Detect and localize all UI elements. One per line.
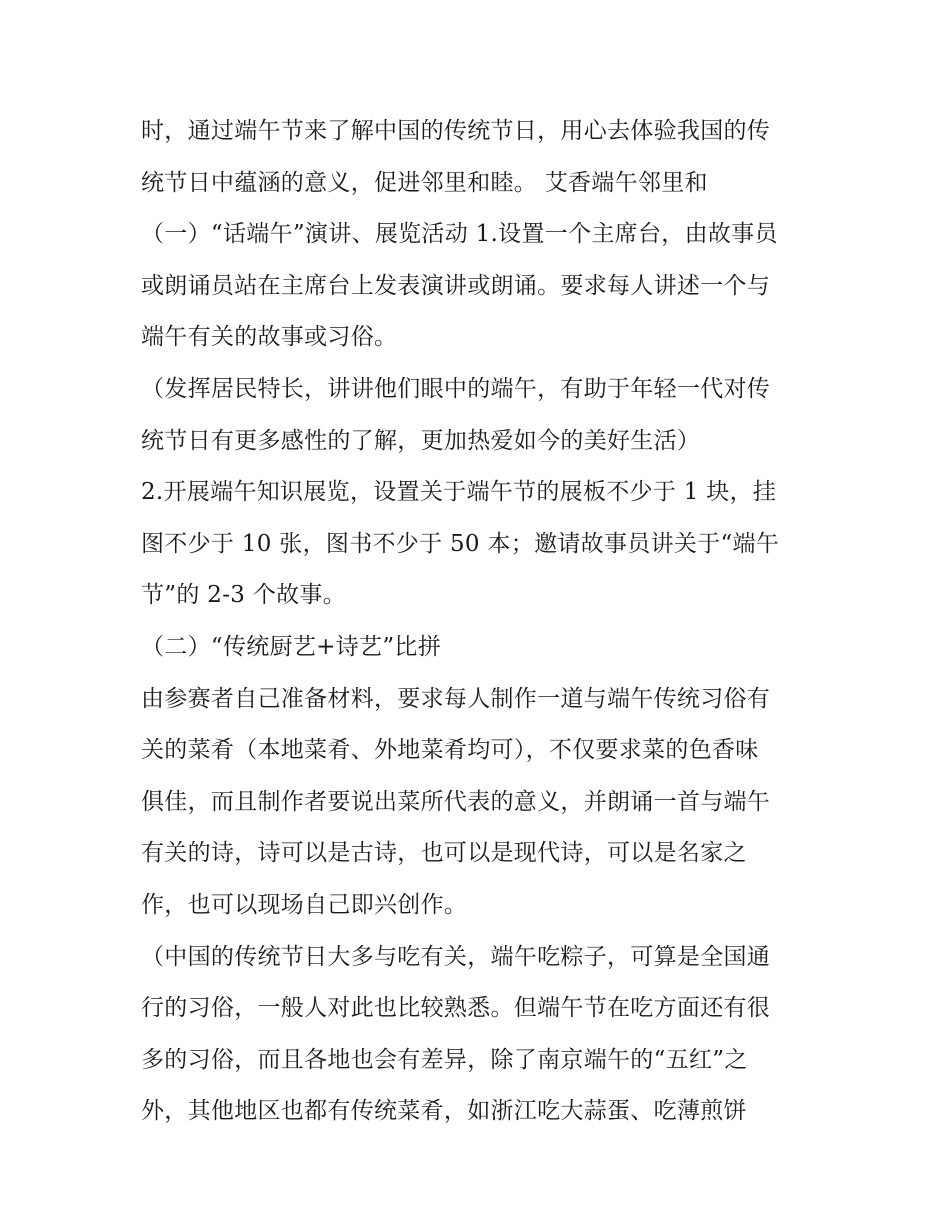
- text-line: 节”的 2-3 个故事。: [141, 582, 347, 609]
- text-line: （中国的传统节日大多与吃有关，端午吃粽子，可算是全国通: [141, 943, 771, 970]
- text-line: 时，通过端午节来了解中国的传统节日，用心去体验我国的传: [141, 118, 771, 144]
- text-line: 端午有关的故事或习俗。: [141, 324, 398, 351]
- section-heading-line: （二）“传统厨艺+诗艺”比拼: [141, 633, 441, 660]
- text-line: 统节日中蕴涵的意义，促进邻里和睦。 艾香端午邻里和: [141, 169, 708, 196]
- text-line: 外，其他地区也都有传统菜肴，如浙江吃大蒜蛋、吃薄煎饼: [141, 1098, 747, 1125]
- text-line: 有关的诗，诗可以是古诗，也可以是现代诗，可以是名家之: [141, 840, 747, 867]
- text-line: 作，也可以现场自己即兴创作。: [141, 891, 468, 918]
- section-heading-line: （一）“话端午”演讲、展览活动 1.设置一个主席台，由故事员: [141, 221, 778, 248]
- text-line: 俱佳，而且制作者要说出菜所代表的意义，并朗诵一首与端午: [141, 788, 771, 815]
- text-line: 图不少于 10 张，图书不少于 50 本；邀请故事员讲关于“端午: [141, 530, 780, 557]
- text-line: 统节日有更多感性的了解，更加热爱如今的美好生活）: [141, 427, 701, 454]
- text-line: （发挥居民特长，讲讲他们眼中的端午，有助于年轻一代对传: [141, 375, 771, 402]
- text-line: 由参赛者自己准备材料，要求每人制作一道与端午传统习俗有: [141, 685, 771, 712]
- text-line: 或朗诵员站在主席台上发表演讲或朗诵。要求每人讲述一个与: [141, 272, 771, 299]
- text-line: 2.开展端午知识展览，设置关于端午节的展板不少于 1 块，挂: [141, 479, 777, 506]
- text-line: 多的习俗，而且各地也会有差异，除了南京端午的“五红”之: [141, 1046, 748, 1073]
- document-body: [141, 106, 821, 1138]
- text-line: 关的菜肴（本地菜肴、外地菜肴均可），不仅要求菜的色香味: [141, 737, 759, 764]
- text-line: 行的习俗，一般人对此也比较熟悉。但端午节在吃方面还有很: [141, 995, 771, 1022]
